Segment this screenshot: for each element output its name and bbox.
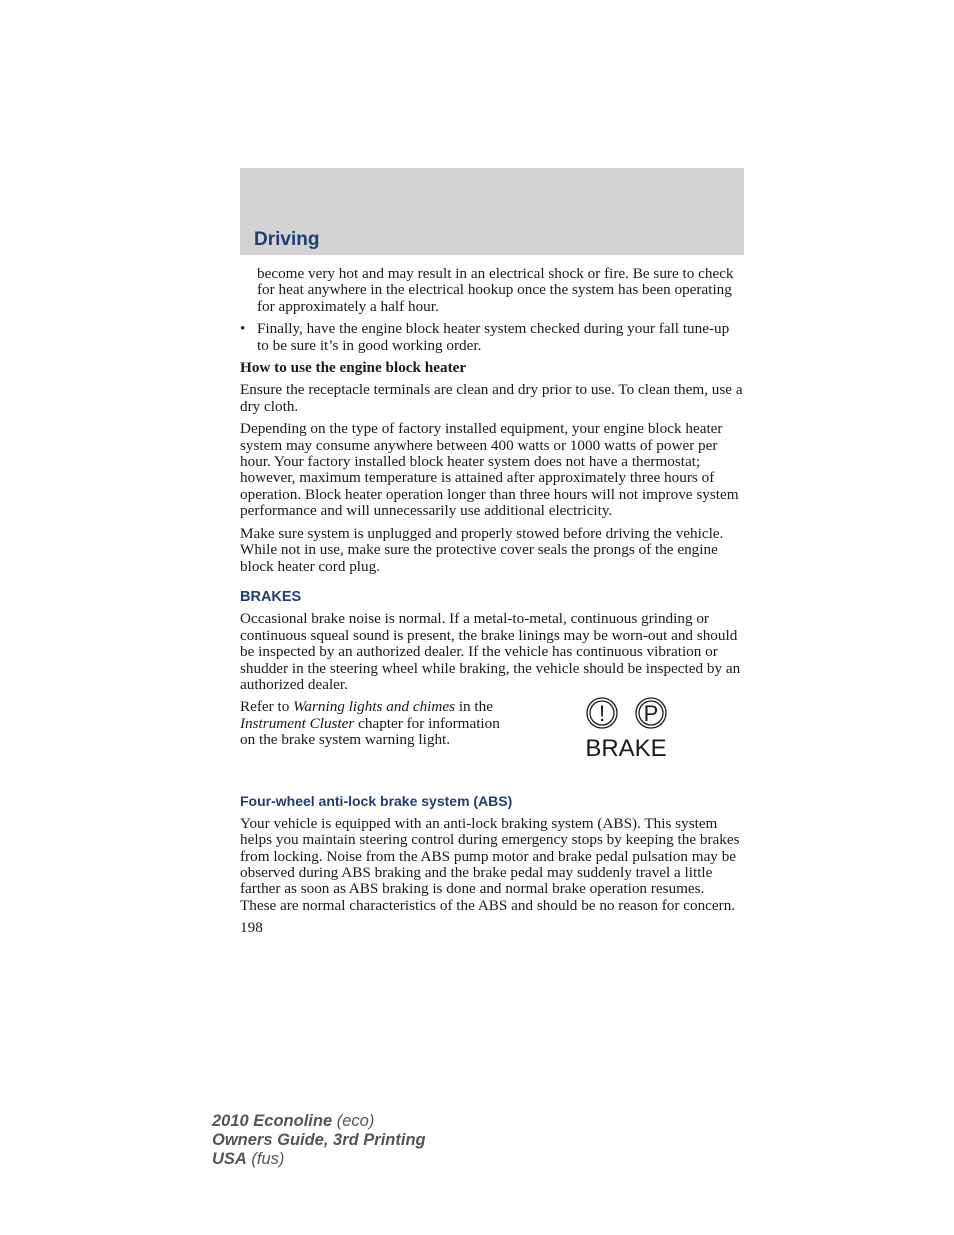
howto-heading: How to use the engine block heater: [240, 359, 467, 377]
footer-guide: Owners Guide, 3rd Printing: [212, 1131, 426, 1149]
continued-paragraph: become very hot and may result in an electrical shock or fire. Be sure to check for heat anywhere in the electrical hookup once the system has been operating for approximately a half hour.: [257, 265, 734, 315]
footer-line-1: [212, 1112, 426, 1131]
refer-prefix: Refer to: [240, 698, 294, 716]
brake-icon-exclamation: !: [598, 701, 606, 727]
bullet-text: Finally, have the engine block heater system checked during your fall tune-up to be sure it’s in good working order.: [257, 320, 730, 354]
refer-middle: in the: [455, 698, 493, 716]
footer-line-3: [212, 1150, 426, 1169]
howto-paragraph-1: Ensure the receptacle terminals are clean and dry prior to use. To clean them, use a dry cloth.: [240, 381, 743, 415]
list-item: [240, 321, 744, 354]
bullet-icon: •: [240, 320, 246, 338]
footer-model-code: (eco): [332, 1112, 375, 1130]
brakes-paragraph: Occasional brake noise is normal. If a metal-to-metal, continuous grinding or continuous squeal sound is present, the brake linings may be worn-out and should be inspected by an authorized dealer. If the vehicle has continuous vibration or shudder in the steering wheel while braking, the vehicle should be inspected by an authorized dealer.: [240, 610, 741, 693]
brake-icon-label: BRAKE: [585, 735, 667, 763]
page-number: 198: [240, 919, 263, 937]
refer-text: [240, 699, 500, 748]
brakes-heading: BRAKES: [240, 588, 302, 605]
refer-warning-lights-link: Warning lights and chimes: [293, 698, 456, 716]
refer-suffix: chapter for information on the brake system warning light.: [240, 714, 500, 749]
footer-market-code: (fus): [246, 1150, 285, 1168]
howto-paragraph-3: Make sure system is unplugged and properly stowed before driving the vehicle. While not in use, make sure the protective cover seals the prongs of the engine block heater cord plug.: [240, 524, 724, 575]
section-title: Driving: [254, 229, 320, 250]
abs-paragraph: Your vehicle is equipped with an anti-lock braking system (ABS). This system helps you maintain steering control during emergency stops by keeping the brakes from locking. Noise from the ABS pump motor and brake pedal pulsation may be observed during ABS braking and the brake pedal may suddenly travel a little farther as soon as ABS braking is done and normal brake operation resumes. These are normal characteristics of the ABS and should be no reason for concern.: [240, 814, 740, 914]
section-header-band: [240, 168, 744, 255]
footer-model: 2010 Econoline: [212, 1112, 333, 1130]
refer-instrument-cluster-link: Instrument Cluster: [240, 714, 355, 732]
refer-block: [240, 699, 744, 769]
page-content: [240, 266, 744, 937]
footer-line-2: [212, 1131, 426, 1150]
abs-heading: Four-wheel anti-lock brake system (ABS): [240, 793, 513, 810]
brake-icon-p: P: [643, 701, 659, 727]
document-footer: [212, 1112, 426, 1169]
footer-market: USA: [212, 1150, 247, 1168]
brake-warning-icon: [578, 697, 678, 763]
howto-paragraph-2: Depending on the type of factory installed equipment, your engine block heater system may consume anywhere between 400 watts or 1000 watts of power per hour. Your factory installed block heater system does not have a thermostat; however, maximum temperature is attained after approximately three hours of operation. Block heater operation longer than three hours will not improve system performance and will unnecessarily use additional electricity.: [240, 420, 739, 520]
